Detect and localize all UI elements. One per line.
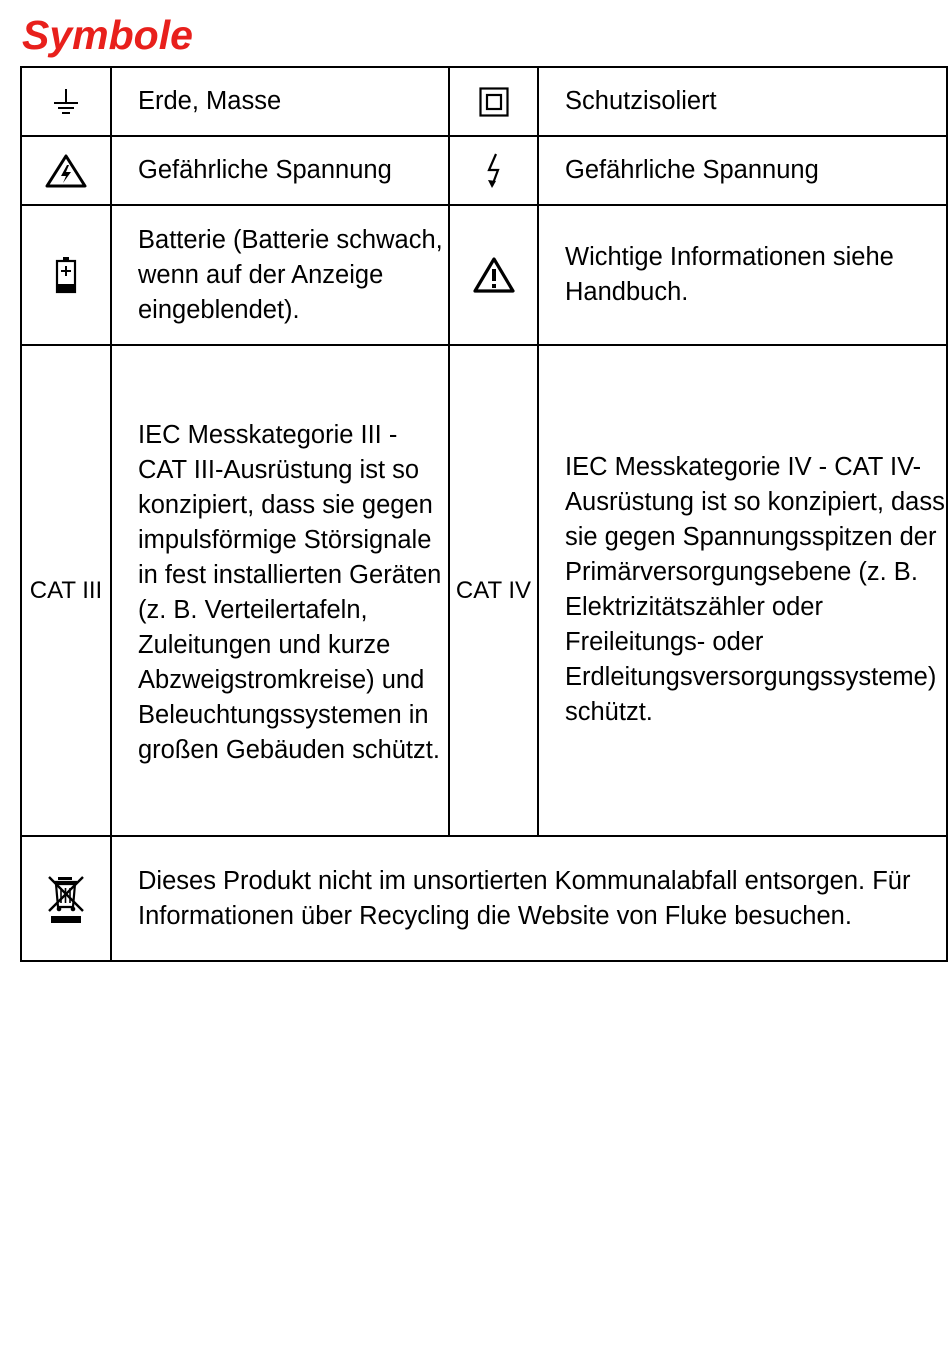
double-insulation-icon xyxy=(479,87,509,117)
cat-iii-label: CAT III xyxy=(21,345,111,836)
symbols-table xyxy=(20,66,948,962)
double-insulation-description: Schutzisoliert xyxy=(565,87,717,115)
symbol-cell xyxy=(21,205,111,345)
table-row xyxy=(21,205,947,345)
table-row xyxy=(21,345,947,836)
ground-icon xyxy=(51,87,81,117)
warning-description: Wichtige Informationen siehe Handbuch. xyxy=(565,243,894,306)
weee-description: Dieses Produkt nicht im unsortierten Kommunalabfall entsorgen. Für Informationen über Recycling die Website von Fluke besuchen. xyxy=(138,866,911,930)
description-cell xyxy=(111,205,449,345)
table-row xyxy=(21,136,947,205)
symbol-cell xyxy=(449,136,538,205)
hazardous-voltage-description: Gefährliche Spannung xyxy=(138,156,392,184)
description-cell xyxy=(111,67,449,136)
table-row xyxy=(21,67,947,136)
description-cell xyxy=(538,205,947,345)
warning-triangle-icon xyxy=(473,257,515,293)
battery-description: Batterie (Batterie schwach, wenn auf der Anzeige eingeblendet). xyxy=(138,225,443,324)
cat-iii-description: IEC Messkategorie III - CAT III-Ausrüstung ist so konzipiert, dass sie gegen impulsförmige Störsignale in fest installierten Geräten (z. B. Verteilertafeln, Zuleitungen und kurze Abzweigstromkreise) und Beleuchtungssystemen in großen Gebäuden schützt. xyxy=(138,420,442,764)
lightning-description: Gefährliche Spannung xyxy=(565,156,819,184)
description-cell xyxy=(111,836,947,961)
symbol-cell xyxy=(449,67,538,136)
description-cell xyxy=(538,345,947,836)
description-cell xyxy=(111,345,449,836)
ground-description: Erde, Masse xyxy=(138,87,282,115)
lightning-bolt-icon xyxy=(484,152,504,190)
hazardous-voltage-triangle-icon xyxy=(45,154,87,188)
symbol-cell xyxy=(21,836,111,961)
table-row xyxy=(21,836,947,961)
description-cell xyxy=(111,136,449,205)
battery-icon xyxy=(55,256,77,294)
page-title: Symbole xyxy=(22,12,193,58)
cat-iv-description: IEC Messkategorie IV - CAT IV-Ausrüstung ist so konzipiert, dass sie gegen Spannungsspitzen der Primärversorgungsebene (z. B. Elektrizitätszähler oder Freileitungs- oder Erdleitungsversorgungssysteme) schützt. xyxy=(565,452,945,726)
weee-crossed-bin-icon xyxy=(46,873,86,925)
symbol-cell xyxy=(21,136,111,205)
cat-iv-label: CAT IV xyxy=(449,345,538,836)
symbol-cell xyxy=(21,67,111,136)
symbol-cell xyxy=(449,205,538,345)
description-cell xyxy=(538,67,947,136)
description-cell xyxy=(538,136,947,205)
